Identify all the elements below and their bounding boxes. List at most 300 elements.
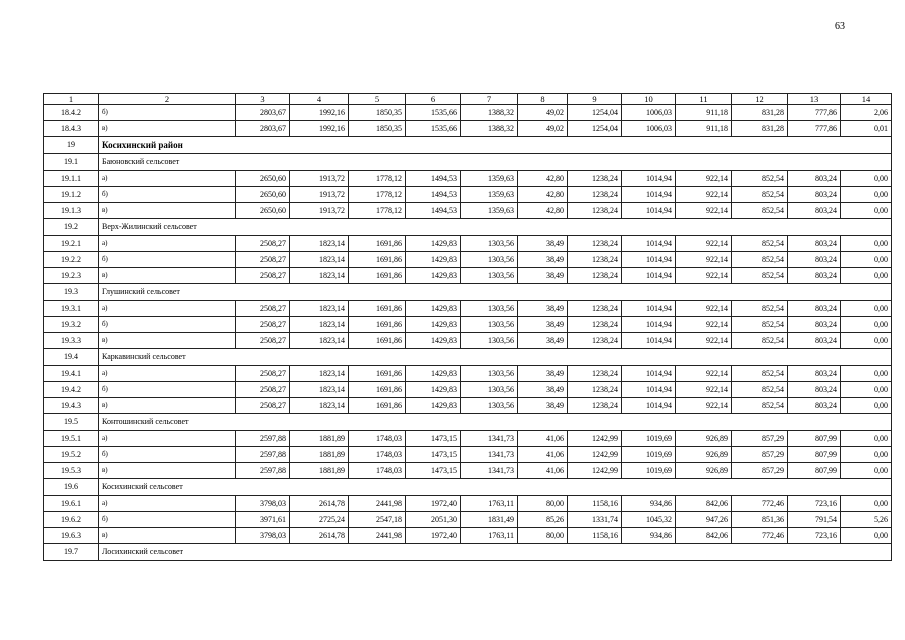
table-row (44, 447, 892, 463)
row-subitem: а) (99, 171, 236, 187)
table-cell: 807,99 (788, 447, 841, 463)
table-cell: 803,24 (788, 301, 841, 317)
table-cell: 1238,24 (568, 171, 622, 187)
table-cell: 1238,24 (568, 252, 622, 268)
table-cell: 0,00 (841, 447, 892, 463)
table-cell: 2508,27 (236, 301, 290, 317)
table-cell: 1850,35 (349, 105, 406, 121)
table-cell: 1303,56 (461, 366, 518, 382)
table-cell: 803,24 (788, 236, 841, 252)
table-cell: 1691,86 (349, 252, 406, 268)
table-body (44, 94, 892, 561)
district-row (44, 137, 892, 154)
table-cell: 0,00 (841, 463, 892, 479)
row-code: 18.4.3 (44, 121, 99, 137)
table-cell: 852,54 (732, 398, 788, 414)
table-cell: 1494,53 (406, 187, 461, 203)
table-cell: 1006,03 (622, 105, 676, 121)
table-cell: 2508,27 (236, 382, 290, 398)
table-cell: 1019,69 (622, 447, 676, 463)
table-cell: 1473,15 (406, 431, 461, 447)
header-row (44, 94, 892, 105)
row-subitem: б) (99, 382, 236, 398)
table-cell: 851,36 (732, 512, 788, 528)
council-row (44, 479, 892, 496)
table-cell: 2508,27 (236, 333, 290, 349)
table-cell: 80,00 (518, 496, 568, 512)
table-cell: 922,14 (676, 268, 732, 284)
table-cell: 49,02 (518, 121, 568, 137)
table-cell: 0,00 (841, 333, 892, 349)
table-cell: 1238,24 (568, 301, 622, 317)
table-cell: 1429,83 (406, 236, 461, 252)
table-cell: 0,00 (841, 236, 892, 252)
table-cell: 0,00 (841, 268, 892, 284)
table-cell: 2650,60 (236, 203, 290, 219)
table-cell: 1748,03 (349, 431, 406, 447)
table-cell: 1992,16 (290, 105, 349, 121)
table-cell: 38,49 (518, 317, 568, 333)
table-cell: 1691,86 (349, 317, 406, 333)
row-code: 19.3.2 (44, 317, 99, 333)
table-cell: 2650,60 (236, 187, 290, 203)
row-subitem: в) (99, 121, 236, 137)
column-header: 8 (518, 94, 568, 105)
column-header: 12 (732, 94, 788, 105)
row-code: 18.4.2 (44, 105, 99, 121)
table-cell: 2597,88 (236, 447, 290, 463)
row-subitem: а) (99, 431, 236, 447)
table-cell: 1823,14 (290, 382, 349, 398)
table-cell: 1238,24 (568, 203, 622, 219)
table-cell: 1359,63 (461, 203, 518, 219)
table-cell: 1691,86 (349, 382, 406, 398)
table-cell: 1823,14 (290, 366, 349, 382)
table-cell: 1992,16 (290, 121, 349, 137)
table-cell: 852,54 (732, 333, 788, 349)
table-cell: 42,80 (518, 187, 568, 203)
table-cell: 911,18 (676, 105, 732, 121)
table-cell: 38,49 (518, 382, 568, 398)
column-header: 3 (236, 94, 290, 105)
table-cell: 922,14 (676, 366, 732, 382)
table-cell: 1254,04 (568, 121, 622, 137)
table-cell: 2597,88 (236, 463, 290, 479)
table-cell: 1158,16 (568, 528, 622, 544)
table-cell: 1388,32 (461, 105, 518, 121)
council-row (44, 284, 892, 301)
district-name: Косихинский район (99, 137, 892, 154)
table-cell: 1429,83 (406, 398, 461, 414)
table-cell: 1778,12 (349, 171, 406, 187)
row-code: 19.1.1 (44, 171, 99, 187)
table-cell: 41,06 (518, 431, 568, 447)
column-header: 2 (99, 94, 236, 105)
table-cell: 1014,94 (622, 317, 676, 333)
table-cell: 2508,27 (236, 366, 290, 382)
table-cell: 772,46 (732, 528, 788, 544)
table-cell: 1913,72 (290, 171, 349, 187)
table-cell: 1341,73 (461, 447, 518, 463)
table-cell: 42,80 (518, 203, 568, 219)
table-cell: 1823,14 (290, 252, 349, 268)
table-cell: 1014,94 (622, 333, 676, 349)
table-cell: 0,00 (841, 366, 892, 382)
table-cell: 38,49 (518, 252, 568, 268)
column-header: 10 (622, 94, 676, 105)
table-cell: 0,00 (841, 496, 892, 512)
row-code: 19.3 (44, 284, 99, 301)
table-cell: 2441,98 (349, 496, 406, 512)
table-cell: 2,06 (841, 105, 892, 121)
table-cell: 2547,18 (349, 512, 406, 528)
row-subitem: в) (99, 333, 236, 349)
table-cell: 803,24 (788, 252, 841, 268)
table-cell: 922,14 (676, 252, 732, 268)
row-code: 19.6.2 (44, 512, 99, 528)
table-cell: 38,49 (518, 268, 568, 284)
table-cell: 38,49 (518, 398, 568, 414)
table-cell: 41,06 (518, 447, 568, 463)
table-cell: 1691,86 (349, 301, 406, 317)
table-cell: 1972,40 (406, 528, 461, 544)
table-cell: 803,24 (788, 203, 841, 219)
table-cell: 1823,14 (290, 268, 349, 284)
table-cell: 922,14 (676, 382, 732, 398)
table-cell: 1691,86 (349, 236, 406, 252)
table-cell: 5,26 (841, 512, 892, 528)
table-cell: 1045,32 (622, 512, 676, 528)
table-cell: 1238,24 (568, 187, 622, 203)
column-header: 7 (461, 94, 518, 105)
row-code: 19.7 (44, 544, 99, 561)
table-row (44, 366, 892, 382)
table-cell: 803,24 (788, 317, 841, 333)
column-header: 5 (349, 94, 406, 105)
row-subitem: в) (99, 268, 236, 284)
table-cell: 1823,14 (290, 301, 349, 317)
row-subitem: в) (99, 528, 236, 544)
table-cell: 911,18 (676, 121, 732, 137)
table-row (44, 252, 892, 268)
table-cell: 2614,78 (290, 496, 349, 512)
table-cell: 1014,94 (622, 366, 676, 382)
table-cell: 1429,83 (406, 333, 461, 349)
column-header: 13 (788, 94, 841, 105)
table-cell: 852,54 (732, 268, 788, 284)
table-cell: 1429,83 (406, 317, 461, 333)
row-subitem: б) (99, 187, 236, 203)
table-row (44, 512, 892, 528)
table-cell: 1238,24 (568, 317, 622, 333)
table-cell: 49,02 (518, 105, 568, 121)
table-cell: 922,14 (676, 187, 732, 203)
table-row (44, 431, 892, 447)
table-cell: 1691,86 (349, 398, 406, 414)
table-row (44, 496, 892, 512)
page-number: 63 (835, 21, 845, 32)
table-cell: 1831,49 (461, 512, 518, 528)
table-cell: 1303,56 (461, 236, 518, 252)
table-cell: 0,00 (841, 301, 892, 317)
row-code: 19.4.3 (44, 398, 99, 414)
table-cell: 934,86 (622, 496, 676, 512)
row-subitem: в) (99, 203, 236, 219)
table-cell: 857,29 (732, 431, 788, 447)
table-cell: 0,00 (841, 528, 892, 544)
column-header: 9 (568, 94, 622, 105)
table-cell: 1778,12 (349, 187, 406, 203)
table-cell: 934,86 (622, 528, 676, 544)
table-cell: 803,24 (788, 171, 841, 187)
table-cell: 1429,83 (406, 268, 461, 284)
table-cell: 803,24 (788, 268, 841, 284)
table-cell: 1242,99 (568, 431, 622, 447)
table-cell: 0,00 (841, 187, 892, 203)
table-cell: 1303,56 (461, 268, 518, 284)
table-row (44, 398, 892, 414)
column-header: 6 (406, 94, 461, 105)
table-row (44, 268, 892, 284)
table-cell: 852,54 (732, 317, 788, 333)
table-cell: 0,00 (841, 431, 892, 447)
table-cell: 2803,67 (236, 105, 290, 121)
table-cell: 857,29 (732, 447, 788, 463)
table-cell: 1778,12 (349, 203, 406, 219)
table-row (44, 317, 892, 333)
table-cell: 807,99 (788, 431, 841, 447)
table-cell: 1242,99 (568, 463, 622, 479)
table-cell: 772,46 (732, 496, 788, 512)
table-cell: 857,29 (732, 463, 788, 479)
table-cell: 1972,40 (406, 496, 461, 512)
table-row (44, 236, 892, 252)
row-subitem: б) (99, 512, 236, 528)
row-code: 19.3.3 (44, 333, 99, 349)
table-cell: 803,24 (788, 398, 841, 414)
row-subitem: в) (99, 463, 236, 479)
table-cell: 1691,86 (349, 333, 406, 349)
row-subitem: б) (99, 105, 236, 121)
table-cell: 723,16 (788, 528, 841, 544)
table-cell: 803,24 (788, 333, 841, 349)
table-cell: 842,06 (676, 496, 732, 512)
table-row (44, 463, 892, 479)
table-cell: 1494,53 (406, 203, 461, 219)
table-cell: 2508,27 (236, 236, 290, 252)
table-cell: 85,26 (518, 512, 568, 528)
table-cell: 831,28 (732, 105, 788, 121)
table-cell: 803,24 (788, 366, 841, 382)
table-cell: 831,28 (732, 121, 788, 137)
table-cell: 38,49 (518, 301, 568, 317)
row-code: 19.2 (44, 219, 99, 236)
table-cell: 1303,56 (461, 382, 518, 398)
table-cell: 1014,94 (622, 398, 676, 414)
row-code: 19.2.2 (44, 252, 99, 268)
table-cell: 922,14 (676, 333, 732, 349)
row-code: 19.4.2 (44, 382, 99, 398)
row-code: 19.6.3 (44, 528, 99, 544)
table-cell: 1691,86 (349, 366, 406, 382)
table-cell: 922,14 (676, 236, 732, 252)
table-cell: 1763,11 (461, 496, 518, 512)
table-cell: 1341,73 (461, 431, 518, 447)
table-cell: 2803,67 (236, 121, 290, 137)
council-name: Каркавинский сельсовет (99, 349, 892, 366)
row-code: 19.1.3 (44, 203, 99, 219)
table-cell: 0,00 (841, 382, 892, 398)
table-cell: 3971,61 (236, 512, 290, 528)
table-cell: 926,89 (676, 447, 732, 463)
table-cell: 1014,94 (622, 187, 676, 203)
table-cell: 852,54 (732, 236, 788, 252)
council-row (44, 544, 892, 561)
table-cell: 1014,94 (622, 382, 676, 398)
council-row (44, 219, 892, 236)
table-row (44, 121, 892, 137)
row-code: 19.5.2 (44, 447, 99, 463)
table-cell: 0,00 (841, 171, 892, 187)
table-cell: 1014,94 (622, 268, 676, 284)
row-code: 19.5 (44, 414, 99, 431)
table-cell: 1303,56 (461, 252, 518, 268)
table-cell: 1473,15 (406, 463, 461, 479)
table-cell: 38,49 (518, 366, 568, 382)
table-cell: 1158,16 (568, 496, 622, 512)
table-cell: 1238,24 (568, 236, 622, 252)
table-row (44, 187, 892, 203)
table-cell: 1429,83 (406, 301, 461, 317)
table-cell: 922,14 (676, 301, 732, 317)
table-cell: 1014,94 (622, 171, 676, 187)
table-cell: 1359,63 (461, 171, 518, 187)
table-cell: 41,06 (518, 463, 568, 479)
row-code: 19.4.1 (44, 366, 99, 382)
table-cell: 38,49 (518, 333, 568, 349)
table-cell: 0,00 (841, 398, 892, 414)
table-cell: 791,54 (788, 512, 841, 528)
table-cell: 926,89 (676, 463, 732, 479)
table-row (44, 203, 892, 219)
table-cell: 3798,03 (236, 496, 290, 512)
row-code: 19.4 (44, 349, 99, 366)
table-cell: 1303,56 (461, 398, 518, 414)
table-cell: 1006,03 (622, 121, 676, 137)
table-cell: 842,06 (676, 528, 732, 544)
council-name: Верх-Жилинский сельсовет (99, 219, 892, 236)
table-cell: 1881,89 (290, 447, 349, 463)
table-cell: 803,24 (788, 382, 841, 398)
table-row (44, 301, 892, 317)
table-cell: 1014,94 (622, 203, 676, 219)
row-subitem: а) (99, 236, 236, 252)
row-subitem: б) (99, 252, 236, 268)
row-subitem: а) (99, 366, 236, 382)
table-cell: 2508,27 (236, 317, 290, 333)
column-header: 14 (841, 94, 892, 105)
table-cell: 80,00 (518, 528, 568, 544)
table-cell: 2508,27 (236, 268, 290, 284)
table-cell: 1254,04 (568, 105, 622, 121)
table-cell: 42,80 (518, 171, 568, 187)
column-header: 4 (290, 94, 349, 105)
table-cell: 1881,89 (290, 431, 349, 447)
table-row (44, 171, 892, 187)
table-cell: 0,01 (841, 121, 892, 137)
table-cell: 1303,56 (461, 317, 518, 333)
table-cell: 38,49 (518, 236, 568, 252)
table-cell: 1823,14 (290, 317, 349, 333)
table-cell: 1238,24 (568, 333, 622, 349)
table-cell: 1359,63 (461, 187, 518, 203)
table-cell: 852,54 (732, 252, 788, 268)
table-cell: 1748,03 (349, 447, 406, 463)
table-cell: 1850,35 (349, 121, 406, 137)
row-code: 19.6.1 (44, 496, 99, 512)
table-cell: 0,00 (841, 252, 892, 268)
table-cell: 1823,14 (290, 236, 349, 252)
table-cell: 1303,56 (461, 301, 518, 317)
table-cell: 1014,94 (622, 301, 676, 317)
council-name: Баюновский сельсовет (99, 154, 892, 171)
council-name: Глушинский сельсовет (99, 284, 892, 301)
row-code: 19.1.2 (44, 187, 99, 203)
table-cell: 2051,30 (406, 512, 461, 528)
row-code: 19.5.1 (44, 431, 99, 447)
table-cell: 922,14 (676, 317, 732, 333)
table-cell: 2725,24 (290, 512, 349, 528)
table-cell: 0,00 (841, 317, 892, 333)
council-row (44, 349, 892, 366)
table-cell: 1881,89 (290, 463, 349, 479)
table-cell: 2508,27 (236, 398, 290, 414)
table-cell: 852,54 (732, 187, 788, 203)
table-row (44, 333, 892, 349)
table-cell: 2441,98 (349, 528, 406, 544)
table-cell: 926,89 (676, 431, 732, 447)
table-cell: 1494,53 (406, 171, 461, 187)
table-cell: 1763,11 (461, 528, 518, 544)
table-cell: 852,54 (732, 382, 788, 398)
table-cell: 1535,66 (406, 121, 461, 137)
table-cell: 947,26 (676, 512, 732, 528)
row-code: 19 (44, 137, 99, 154)
table-cell: 1238,24 (568, 366, 622, 382)
row-subitem: в) (99, 398, 236, 414)
table-cell: 1019,69 (622, 431, 676, 447)
table-cell: 1331,74 (568, 512, 622, 528)
council-row (44, 414, 892, 431)
council-name: Косихинский сельсовет (99, 479, 892, 496)
table-cell: 852,54 (732, 301, 788, 317)
table-cell: 1388,32 (461, 121, 518, 137)
table-cell: 777,86 (788, 105, 841, 121)
table-cell: 1913,72 (290, 187, 349, 203)
council-name: Контошинский сельсовет (99, 414, 892, 431)
row-subitem: б) (99, 317, 236, 333)
row-code: 19.1 (44, 154, 99, 171)
table-row (44, 105, 892, 121)
table-cell: 803,24 (788, 187, 841, 203)
table-cell: 1341,73 (461, 463, 518, 479)
table-cell: 0,00 (841, 203, 892, 219)
table-cell: 807,99 (788, 463, 841, 479)
table-cell: 852,54 (732, 366, 788, 382)
table-row (44, 528, 892, 544)
council-name: Лосихинский сельсовет (99, 544, 892, 561)
tariff-table (43, 93, 892, 561)
